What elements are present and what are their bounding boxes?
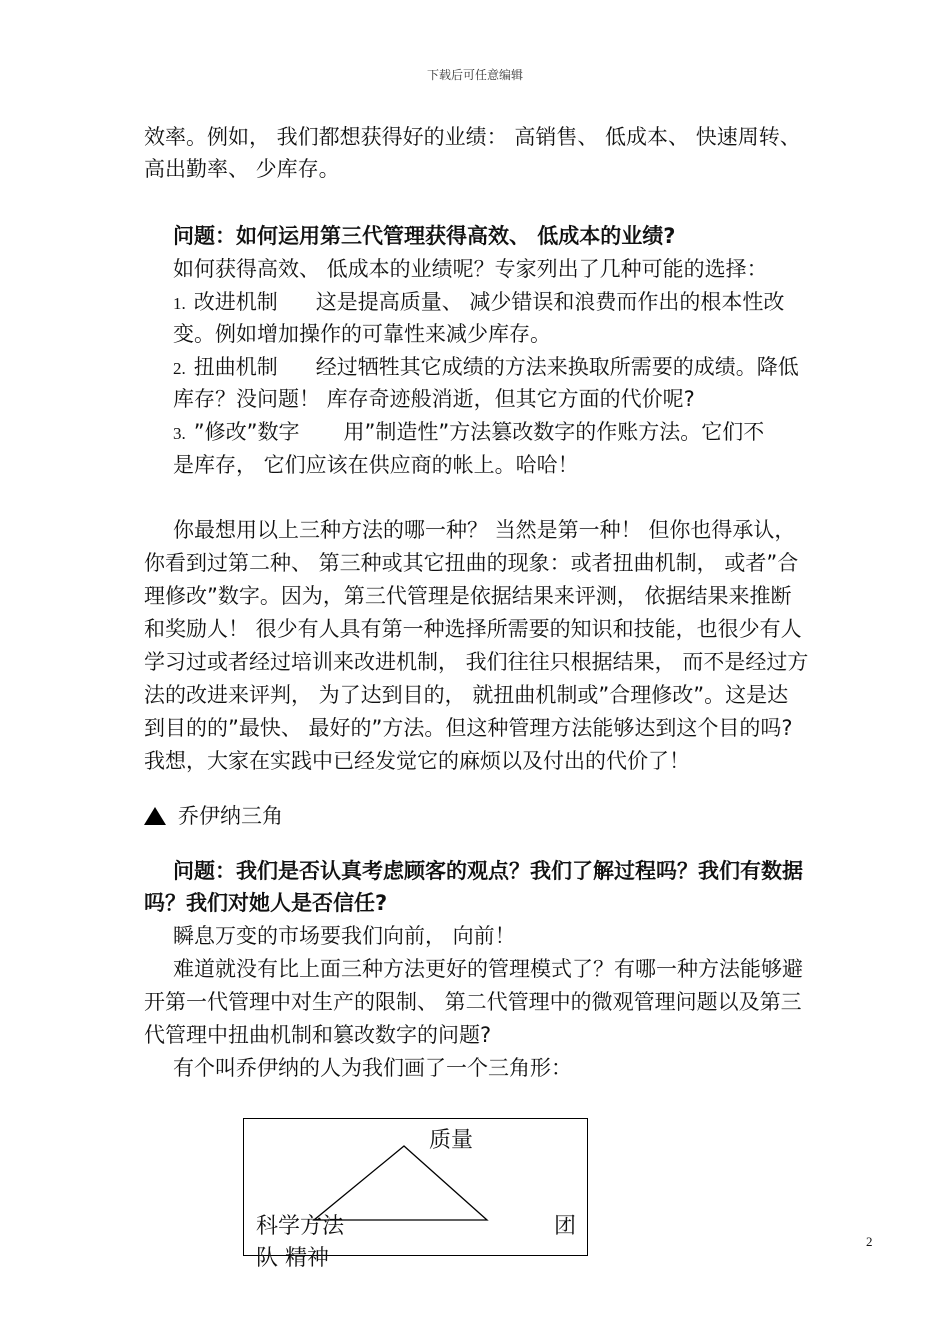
- discussion-line-6: 法的改进来评判， 为了达到目的， 就扭曲机制或”合理修改”。这是达: [144, 683, 789, 707]
- choice-1-line-1: [173, 286, 893, 321]
- choice-2-number: 2.: [173, 359, 186, 378]
- page-number: 2: [866, 1234, 873, 1249]
- choice-2-desc: 经过牺牲其它成绩的方法来换取所需要的成绩。降低: [315, 355, 799, 379]
- triangle-bullet-icon: [144, 807, 166, 825]
- choice-2-line-1: [173, 351, 893, 386]
- discussion-line-5: 学习过或者经过培训来改进机制， 我们往往只根据结果， 而不是经过方: [144, 650, 809, 674]
- choice-3-number: 3.: [173, 424, 186, 443]
- choice-1-title: 改进机制: [193, 290, 278, 314]
- choice-3-line-1: [173, 416, 893, 451]
- choice-2-line-2: 库存？没问题！ 库存奇迹般消逝，但其它方面的代价呢?: [173, 387, 695, 411]
- diagram-label-team: 团: [554, 1214, 577, 1239]
- intro-line-1: 效率。例如， 我们都想获得好的业绩： 高销售、 低成本、 快速周转、: [144, 125, 801, 149]
- choice-3-title: ”修改”数字: [193, 420, 300, 444]
- discussion-line-4: 和奖励人！ 很少有人具有第一种选择所需要的知识和技能，也很少有人: [144, 617, 802, 641]
- discussion-line-2: 你看到过第二种、 第三种或其它扭曲的现象：或者扭曲机制， 或者”合: [144, 551, 799, 575]
- discussion-line-1: 你最想用以上三种方法的哪一种？ 当然是第一种！ 但你也得承认，: [173, 518, 796, 542]
- question-heading-1: 问题：如何运用第三代管理获得高效、 低成本的业绩?: [173, 224, 676, 248]
- choice-3-line-2: 是库存， 它们应该在供应商的帐上。哈哈！: [173, 453, 579, 477]
- discussion-line-7: 到目的的”最快、 最好的”方法。但这种管理方法能够达到这个目的吗?: [144, 716, 793, 740]
- closing-line-3: 开第一代管理中对生产的限制、 第二代管理中的微观管理问题以及第三: [144, 990, 802, 1014]
- diagram-label-scientific-method: 科学方法: [256, 1214, 345, 1239]
- closing-line-4: 代管理中扭曲机制和篡改数字的问题?: [144, 1023, 492, 1047]
- section-title: 乔伊纳三角: [178, 804, 283, 828]
- closing-line-1: 瞬息万变的市场要我们向前， 向前！: [173, 924, 516, 948]
- choice-3-desc: 用”制造性”方法篡改数字的作账方法。它们不: [343, 420, 765, 444]
- intro-line-2: 高出勤率、 少库存。: [144, 157, 340, 181]
- section-heading: [144, 800, 894, 833]
- discussion-line-3: 理修改”数字。因为，第三代管理是依据结果来评测， 依据结果来推断: [144, 584, 792, 608]
- choice-1-number: 1.: [173, 294, 186, 313]
- choice-2-title: 扭曲机制: [193, 355, 278, 379]
- closing-line-5: 有个叫乔伊纳的人为我们画了一个三角形：: [173, 1056, 572, 1080]
- diagram-label-cut: 队 精神: [256, 1246, 329, 1271]
- closing-line-2: 难道就没有比上面三种方法更好的管理模式了？有哪一种方法能够避: [173, 957, 803, 981]
- choices-intro: 如何获得高效、 低成本的业绩呢？专家列出了几种可能的选择：: [173, 257, 768, 281]
- joiner-triangle-diagram: [243, 1118, 588, 1271]
- choice-1-desc: 这是提高质量、 减少错误和浪费而作出的根本性改: [315, 290, 785, 314]
- question-heading-2-line-2: 吗？我们对她人是否信任?: [144, 891, 388, 915]
- page-header: 下载后可任意编辑: [426, 68, 523, 82]
- discussion-line-8: 我想，大家在实践中已经发觉它的麻烦以及付出的代价了！: [144, 749, 690, 773]
- choice-1-line-2: 变。例如增加操作的可靠性来减少库存。: [173, 322, 551, 346]
- question-heading-2-line-1: 问题：我们是否认真考虑顾客的观点？我们了解过程吗？我们有数据: [173, 859, 803, 883]
- diagram-label-quality: 质量: [429, 1128, 474, 1153]
